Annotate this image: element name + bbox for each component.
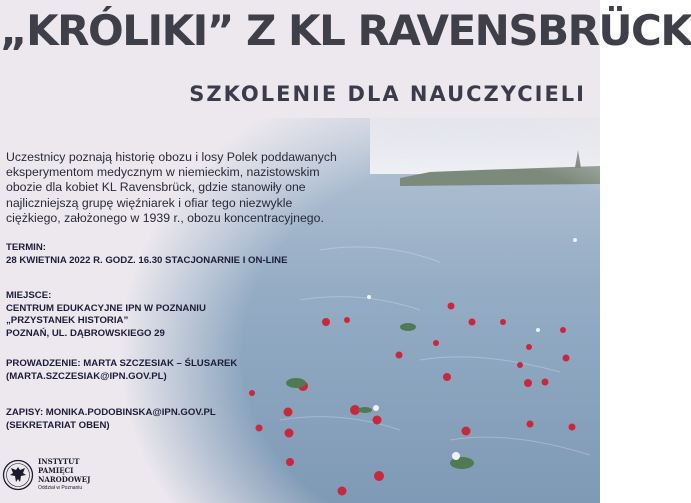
zapisy-email: ZAPISY: MONIKA.PODOBINSKA@IPN.GOV.PL	[6, 407, 216, 418]
logo-text	[38, 457, 90, 493]
zapisy-note: (SEKRETARIAT OBEN)	[6, 419, 110, 431]
intro-paragraph: Uczestnicy poznają historię obozu i losy Polek poddawanych eksperymentom medycznym w niemieckim, nazistowskim obozie dla kobiet KL Ravensbrück, gdzie stanowiły one najliczniejszą grupę więźniarek i ofiar tego niezwykle ciężkiego, założonego w 1939 r., obozu koncentracyjnego.	[6, 150, 337, 225]
termin-label: TERMIN:	[6, 242, 46, 253]
logo-branch: Oddział w Poznaniu	[38, 485, 83, 491]
miejsce-line: „PRZYSTANEK HISTORIA”	[6, 315, 129, 327]
logo-line: PAMIĘCI	[38, 466, 74, 475]
page-subtitle: SZKOLENIE DLA NAUCZYCIELI	[189, 82, 586, 106]
prowadzenie-name: PROWADZENIE: MARTA SZCZESIAK – ŚLUSAREK	[6, 358, 238, 369]
prowadzenie-block	[6, 358, 237, 383]
termin-block	[6, 242, 287, 267]
eagle-emblem-icon	[2, 459, 34, 491]
page-title: „KRÓLIKI” Z KL RAVENSBRÜCK	[0, 6, 691, 55]
miejsce-label: MIEJSCE:	[6, 290, 52, 301]
logo-line: INSTYTUT	[38, 457, 80, 466]
logo-line: NARODOWEJ	[38, 475, 91, 484]
miejsce-line: POZNAŃ, UL. DĄBROWSKIEGO 29	[6, 327, 165, 339]
termin-value: 28 KWIETNIA 2022 R. GODZ. 16.30 STACJONARNIE I ON-LINE	[6, 254, 288, 266]
ipn-logo	[2, 457, 90, 493]
miejsce-line: CENTRUM EDUKACYJNE IPN W POZNANIU	[6, 302, 206, 314]
miejsce-block	[6, 290, 206, 340]
zapisy-block	[6, 407, 216, 432]
prowadzenie-email: (MARTA.SZCZESIAK@IPN.GOV.PL)	[6, 370, 167, 382]
